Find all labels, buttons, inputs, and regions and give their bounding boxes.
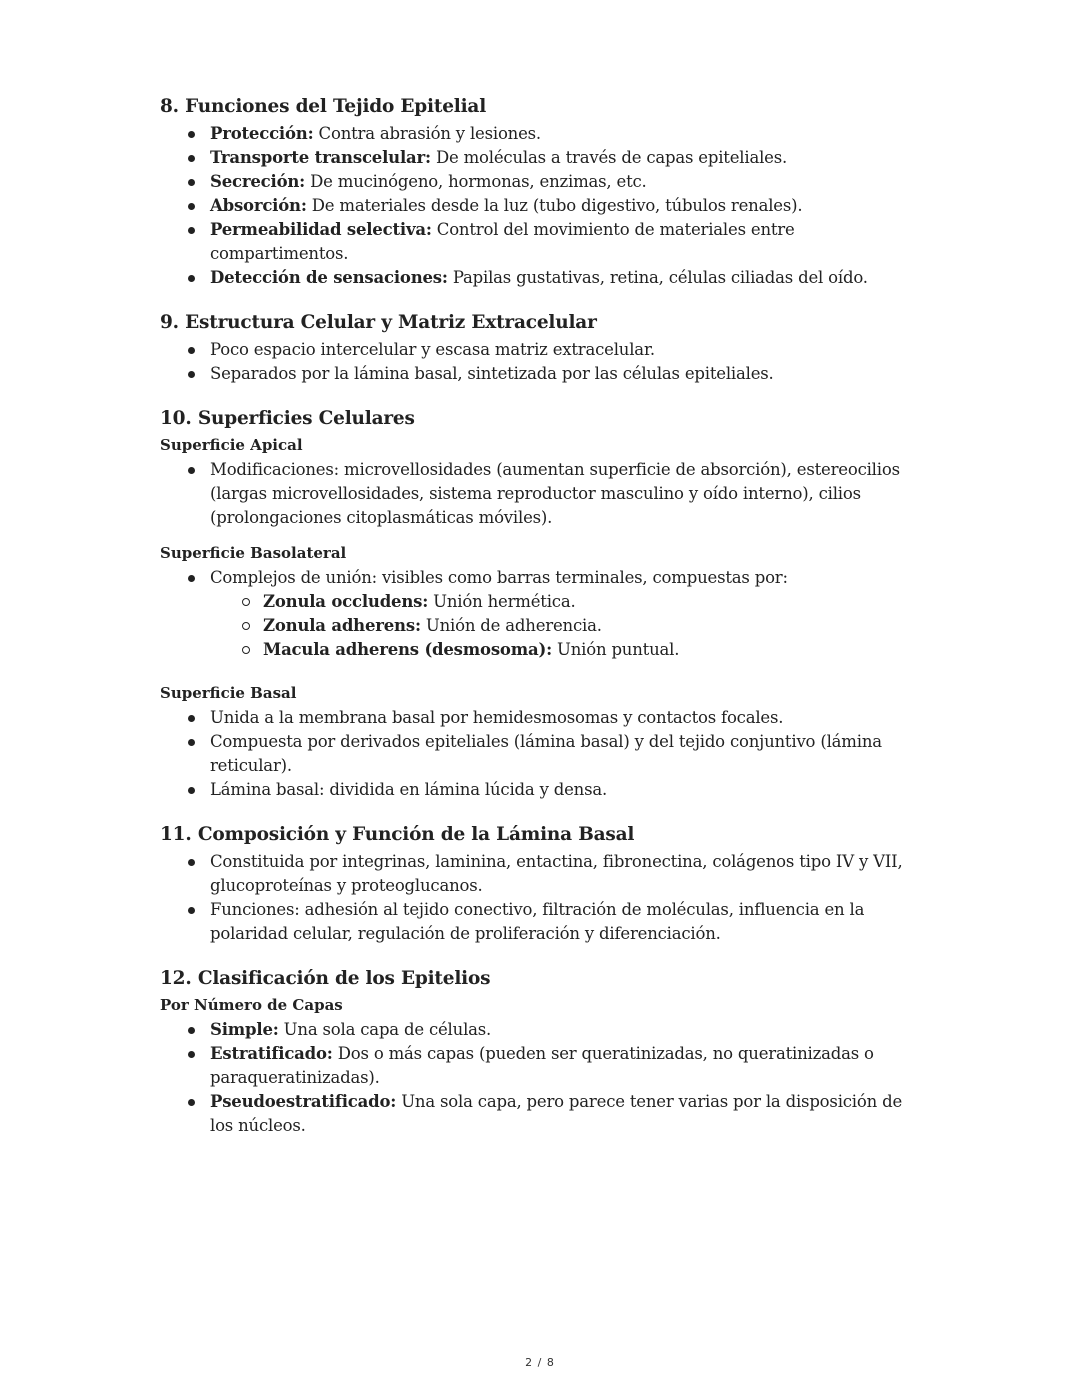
list-item: Compuesta por derivados epiteliales (lámina basal) y del tejido conjuntivo (lámina reticular). (210, 730, 930, 778)
list-item: Constituida por integrinas, laminina, entactina, fibronectina, colágenos tipo IV y VII, glucoproteínas y proteoglucanos. (210, 850, 930, 898)
item-term: Detección de sensaciones: (210, 268, 448, 287)
list-item (210, 1090, 930, 1138)
list-item: Separados por la lámina basal, sintetizada por las células epiteliales. (210, 362, 930, 386)
bullet-list (160, 566, 930, 662)
subsection-basolateral (160, 542, 930, 662)
list-item (210, 566, 930, 662)
item-text: De mucinógeno, hormonas, enzimas, etc. (305, 172, 647, 191)
item-text: Una sola capa de células. (278, 1020, 492, 1039)
section-heading: 9. Estructura Celular y Matriz Extracelular (160, 312, 597, 333)
item-text: Unión hermética. (428, 592, 576, 611)
bullet-list (160, 706, 930, 802)
item-text: Papilas gustativas, retina, células ciliadas del oído. (447, 268, 868, 287)
list-item (210, 146, 930, 170)
item-term: Secreción: (210, 172, 306, 191)
bullet-list (160, 122, 930, 290)
list-item (210, 1018, 930, 1042)
list-item (210, 1042, 930, 1090)
bullet-list (160, 1018, 930, 1138)
item-term: Permeabilidad selectiva: (210, 220, 432, 239)
sub-list-item (263, 638, 930, 662)
item-text: Unión puntual. (551, 640, 680, 659)
section-superficies (160, 406, 930, 802)
item-text: Una sola capa, pero parece tener varias por la disposición de los núcleos. (210, 1092, 903, 1135)
item-term: Protección: (210, 124, 314, 143)
item-text: De moléculas a través de capas epiteliales. (430, 148, 788, 167)
list-item: Modificaciones: microvellosidades (aumentan superficie de absorción), estereocilios (largas microvellosidades, sistema reproductor masculino y oído interno), cilios (prolongaciones citoplasmáticas móviles). (210, 458, 930, 530)
subsection-heading: Superficie Apical (160, 436, 303, 454)
item-text: Unión de adherencia. (420, 616, 602, 635)
subsection-heading: Superficie Basal (160, 684, 297, 702)
section-heading: 8. Funciones del Tejido Epitelial (160, 96, 487, 117)
bullet-list (160, 338, 930, 386)
section-clasificacion (160, 966, 930, 1138)
section-estructura (160, 310, 930, 386)
list-item (210, 122, 930, 146)
list-item: Lámina basal: dividida en lámina lúcida y densa. (210, 778, 930, 802)
item-term: Transporte transcelular: (210, 148, 431, 167)
section-heading: 10. Superficies Celulares (160, 408, 415, 429)
item-term: Simple: (210, 1020, 279, 1039)
item-term: Estratificado: (210, 1044, 333, 1063)
item-term: Zonula occludens: (263, 592, 429, 611)
sub-list-item (263, 614, 930, 638)
item-text: Control del movimiento de materiales entre compartimentos. (210, 220, 795, 263)
item-text: Contra abrasión y lesiones. (313, 124, 541, 143)
list-item (210, 194, 930, 218)
bullet-list (160, 850, 930, 946)
item-text: Dos o más capas (pueden ser queratinizadas, no queratinizadas o paraqueratinizadas). (210, 1044, 874, 1087)
subsection-heading: Por Número de Capas (160, 996, 343, 1014)
item-text: De materiales desde la luz (tubo digestivo, túbulos renales). (306, 196, 803, 215)
item-term: Pseudoestratificado: (210, 1092, 397, 1111)
list-item: Poco espacio intercelular y escasa matriz extracelular. (210, 338, 930, 362)
subsection-heading: Superficie Basolateral (160, 544, 347, 562)
section-heading: 11. Composición y Función de la Lámina Basal (160, 824, 635, 845)
item-text: Complejos de unión: visibles como barras terminales, compuestas por: (210, 568, 788, 587)
subsection-basal (160, 682, 930, 802)
document-body (160, 94, 930, 1158)
item-term: Zonula adherens: (263, 616, 421, 635)
list-item (210, 218, 930, 266)
bullet-list (160, 458, 930, 530)
page-number: 2 / 8 (525, 1356, 555, 1369)
list-item (210, 170, 930, 194)
list-item: Unida a la membrana basal por hemidesmosomas y contactos focales. (210, 706, 930, 730)
list-item (210, 266, 930, 290)
item-term: Macula adherens (desmosoma): (263, 640, 552, 659)
list-item: Funciones: adhesión al tejido conectivo, filtración de moléculas, influencia en la polaridad celular, regulación de proliferación y diferenciación. (210, 898, 930, 946)
section-funciones (160, 94, 930, 290)
sub-bullet-list (210, 590, 930, 662)
section-heading: 12. Clasificación de los Epitelios (160, 968, 491, 989)
section-lamina-basal (160, 822, 930, 946)
item-term: Absorción: (210, 196, 307, 215)
sub-list-item (263, 590, 930, 614)
